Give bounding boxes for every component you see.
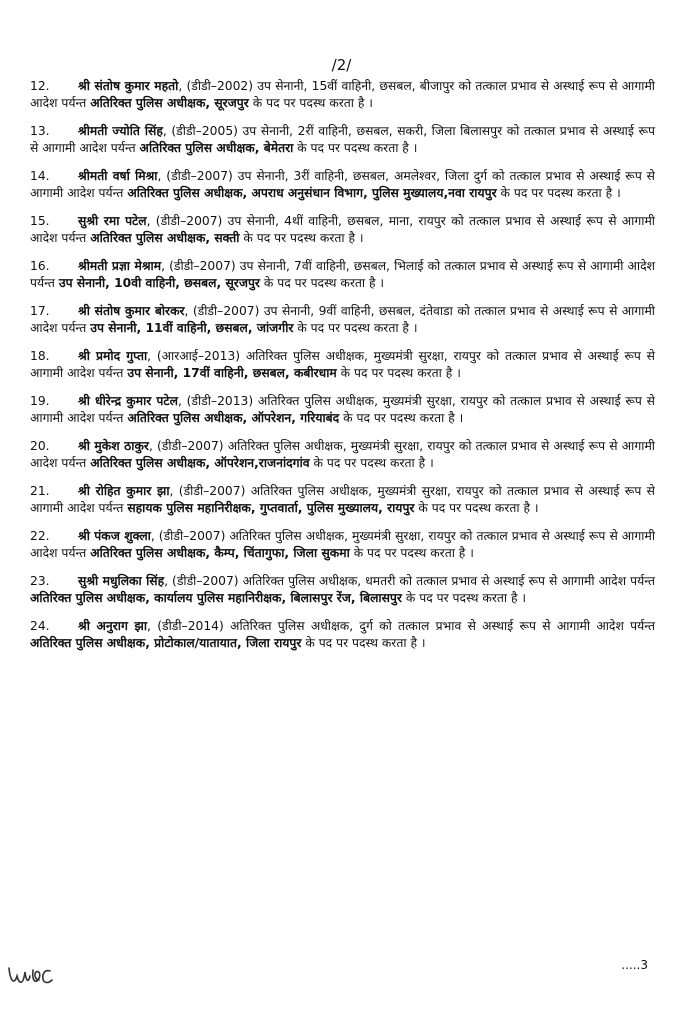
order-entry bbox=[30, 303, 655, 338]
officer-name: श्री रोहित कुमार झा bbox=[78, 484, 170, 498]
entry-text: , (डीडी–2007) अतिरिक्त पुलिस अधीक्षक, मुख्यमंत्री सुरक्षा, रायपुर को तत्काल प्रभाव से अस्थाई रूप से आगामी आदेश पर्यन्त bbox=[30, 484, 655, 516]
entry-number: 12. bbox=[30, 79, 50, 93]
entry-number: 20. bbox=[30, 439, 50, 453]
order-entry bbox=[30, 483, 655, 518]
officer-name: श्रीमती वर्षा मिश्रा bbox=[78, 169, 158, 183]
order-entry bbox=[30, 78, 655, 113]
order-entry bbox=[30, 258, 655, 293]
entry-number: 23. bbox=[30, 574, 50, 588]
officer-name: श्री संतोष कुमार महतो bbox=[78, 79, 179, 93]
entry-number: 13. bbox=[30, 124, 50, 138]
posting-designation: अतिरिक्त पुलिस अधीक्षक, कार्यालय पुलिस महानिरीक्षक, बिलासपुर रेंज, बिलासपुर bbox=[30, 591, 402, 606]
posting-designation: अतिरिक्त पुलिस अधीक्षक, बेमेतरा bbox=[139, 141, 294, 156]
officer-name: श्री मुकेश ठाकुर bbox=[78, 439, 149, 453]
posting-designation: उप सेनानी, 11वीं वाहिनी, छसबल, जांजगीर bbox=[90, 321, 294, 336]
entry-number: 18. bbox=[30, 349, 50, 363]
order-entry bbox=[30, 213, 655, 248]
officer-name: श्री संतोष कुमार बोरकर bbox=[78, 304, 185, 318]
entry-text: , (डीडी–2007) अतिरिक्त पुलिस अधीक्षक, मुख्यमंत्री सुरक्षा, रायपुर को तत्काल प्रभाव से अस्थाई रूप से आगामी आदेश पर्यन्त bbox=[30, 439, 655, 471]
officer-name: श्री अनुराग झा bbox=[78, 619, 148, 633]
handwritten-initials bbox=[6, 962, 54, 996]
entry-text: , (डीडी–2007) अतिरिक्त पुलिस अधीक्षक, मुख्यमंत्री सुरक्षा, रायपुर को तत्काल प्रभाव से अस्थाई रूप से आगामी आदेश पर्यन्त bbox=[30, 529, 656, 561]
entry-tail: के पद पर पदस्थ करता है । bbox=[248, 96, 373, 111]
officer-name: श्रीमती ज्योति सिंह bbox=[78, 124, 163, 138]
entry-text: , (डीडी–2007) अतिरिक्त पुलिस अधीक्षक, धमतरी को तत्काल प्रभाव से अस्थाई रूप से आगामी आदेश पर्यन्त bbox=[164, 574, 655, 588]
order-entry bbox=[30, 393, 655, 428]
entry-text: , (डीडी–2007) उप सेनानी, 4थीं वाहिनी, छसबल, माना, रायपुर को तत्काल प्रभाव से अस्थाई रूप से आगामी आदेश पर्यन्त bbox=[30, 214, 655, 246]
entry-text: , (डीडी–2007) उप सेनानी, 3रीं वाहिनी, छसबल, अमलेश्वर, जिला दुर्ग को तत्काल प्रभाव से अस्थाई रूप से आगामी आदेश पर्यन्त bbox=[30, 169, 655, 201]
entry-text: , (डीडी–2002) उप सेनानी, 15वीं वाहिनी, छसबल, बीजापुर को तत्काल प्रभाव से अस्थाई रूप से आगामी आदेश पर्यन्त bbox=[30, 79, 655, 111]
posting-designation: अतिरिक्त पुलिस अधीक्षक, ऑपरेशन,राजनांदगांव bbox=[90, 456, 310, 471]
entry-text: , (डीडी–2013) अतिरिक्त पुलिस अधीक्षक, मुख्यमंत्री सुरक्षा, रायपुर को तत्काल प्रभाव से अस्थाई रूप से आगामी आदेश पर्यन्त bbox=[30, 394, 655, 426]
entry-tail: के पद पर पदस्थ करता है । bbox=[309, 456, 434, 471]
entry-tail: के पद पर पदस्थ करता है । bbox=[336, 366, 461, 381]
entry-tail: के पद पर पदस्थ करता है । bbox=[293, 141, 418, 156]
entry-number: 15. bbox=[30, 214, 50, 228]
officer-name: श्री प्रमोद गुप्ता bbox=[78, 349, 148, 363]
officer-name: सुश्री रमा पटेल bbox=[78, 214, 147, 228]
posting-designation: उप सेनानी, 17वीं वाहिनी, छसबल, कबीरधाम bbox=[127, 366, 337, 381]
continuation-marker: .....3 bbox=[621, 958, 648, 972]
order-entry bbox=[30, 168, 655, 203]
officer-name: श्री धीरेन्द्र कुमार पटेल bbox=[78, 394, 178, 408]
entry-text: , (डीडी–2005) उप सेनानी, 2रीं वाहिनी, छसबल, सकरी, जिला बिलासपुर को तत्काल प्रभाव से अस्थाई रूप से आगामी आदेश पर्यन्त bbox=[30, 124, 656, 156]
officer-name: श्री पंकज शुक्ला bbox=[78, 529, 151, 543]
order-entry bbox=[30, 438, 655, 473]
entry-tail: के पद पर पदस्थ करता है । bbox=[301, 636, 426, 651]
posting-designation: उप सेनानी, 10वी वाहिनी, छसबल, सूरजपुर bbox=[58, 276, 260, 291]
entry-text: , (डीडी–2007) उप सेनानी, 9वीं वाहिनी, छसबल, दंतेवाडा को तत्काल प्रभाव से अस्थाई रूप से आगामी आदेश पर्यन्त bbox=[30, 304, 655, 336]
posting-designation: अतिरिक्त पुलिस अधीक्षक, प्रोटोकाल/यातायात, जिला रायपुर bbox=[30, 636, 302, 651]
entry-number: 16. bbox=[30, 259, 50, 273]
entry-tail: के पद पर पदस्थ करता है । bbox=[259, 276, 385, 291]
entry-number: 14. bbox=[30, 169, 50, 183]
order-entries bbox=[30, 78, 655, 663]
entry-tail: के पद पर पदस्थ करता है । bbox=[339, 411, 464, 426]
entry-number: 19. bbox=[30, 394, 50, 408]
officer-name: सुश्री मधुलिका सिंह bbox=[78, 574, 165, 588]
entry-text: , (डीडी–2014) अतिरिक्त पुलिस अधीक्षक, दुर्ग को तत्काल प्रभाव से अस्थाई रूप से आगामी आदेश पर्यन्त bbox=[147, 619, 655, 633]
entry-number: 22. bbox=[30, 529, 50, 543]
posting-designation: अतिरिक्त पुलिस अधीक्षक, सक्ती bbox=[90, 231, 240, 246]
posting-designation: अतिरिक्त पुलिस अधीक्षक, सूरजपुर bbox=[90, 96, 249, 111]
entry-number: 24. bbox=[30, 619, 50, 633]
entry-tail: के पद पर पदस्थ करता है । bbox=[293, 321, 418, 336]
posting-designation: सहायक पुलिस महानिरीक्षक, गुप्तवार्ता, पुलिस मुख्यालय, रायपुर bbox=[127, 501, 415, 516]
entry-tail: के पद पर पदस्थ करता है । bbox=[414, 501, 539, 516]
page-number: /2/ bbox=[331, 56, 352, 74]
entry-tail: के पद पर पदस्थ करता है । bbox=[496, 186, 621, 201]
posting-designation: अतिरिक्त पुलिस अधीक्षक, अपराध अनुसंधान विभाग, पुलिस मुख्यालय,नवा रायपुर bbox=[127, 186, 497, 201]
order-entry bbox=[30, 528, 655, 563]
order-entry bbox=[30, 618, 655, 653]
entry-tail: के पद पर पदस्थ करता है । bbox=[239, 231, 364, 246]
order-entry bbox=[30, 123, 655, 158]
entry-text: , (डीडी–2007) उप सेनानी, 7वीं वाहिनी, छसबल, भिलाई को तत्काल प्रभाव से अस्थाई रूप से आगामी आदेश पर्यन्त bbox=[30, 259, 655, 291]
posting-designation: अतिरिक्त पुलिस अधीक्षक, ऑपरेशन, गरियाबंद bbox=[127, 411, 340, 426]
entry-tail: के पद पर पदस्थ करता है । bbox=[401, 591, 527, 606]
entry-tail: के पद पर पदस्थ करता है । bbox=[349, 546, 474, 561]
entry-number: 17. bbox=[30, 304, 50, 318]
officer-name: श्रीमती प्रज्ञा मेश्राम bbox=[78, 259, 162, 273]
order-entry bbox=[30, 573, 655, 608]
posting-designation: अतिरिक्त पुलिस अधीक्षक, कैम्प, चिंतागुफा, जिला सुकमा bbox=[90, 546, 350, 561]
entry-number: 21. bbox=[30, 484, 50, 498]
entry-text: , (आरआई–2013) अतिरिक्त पुलिस अधीक्षक, मुख्यमंत्री सुरक्षा, रायपुर को तत्काल प्रभाव से अस्थाई रूप से आगामी आदेश पर्यन्त bbox=[30, 349, 655, 381]
order-entry bbox=[30, 348, 655, 383]
